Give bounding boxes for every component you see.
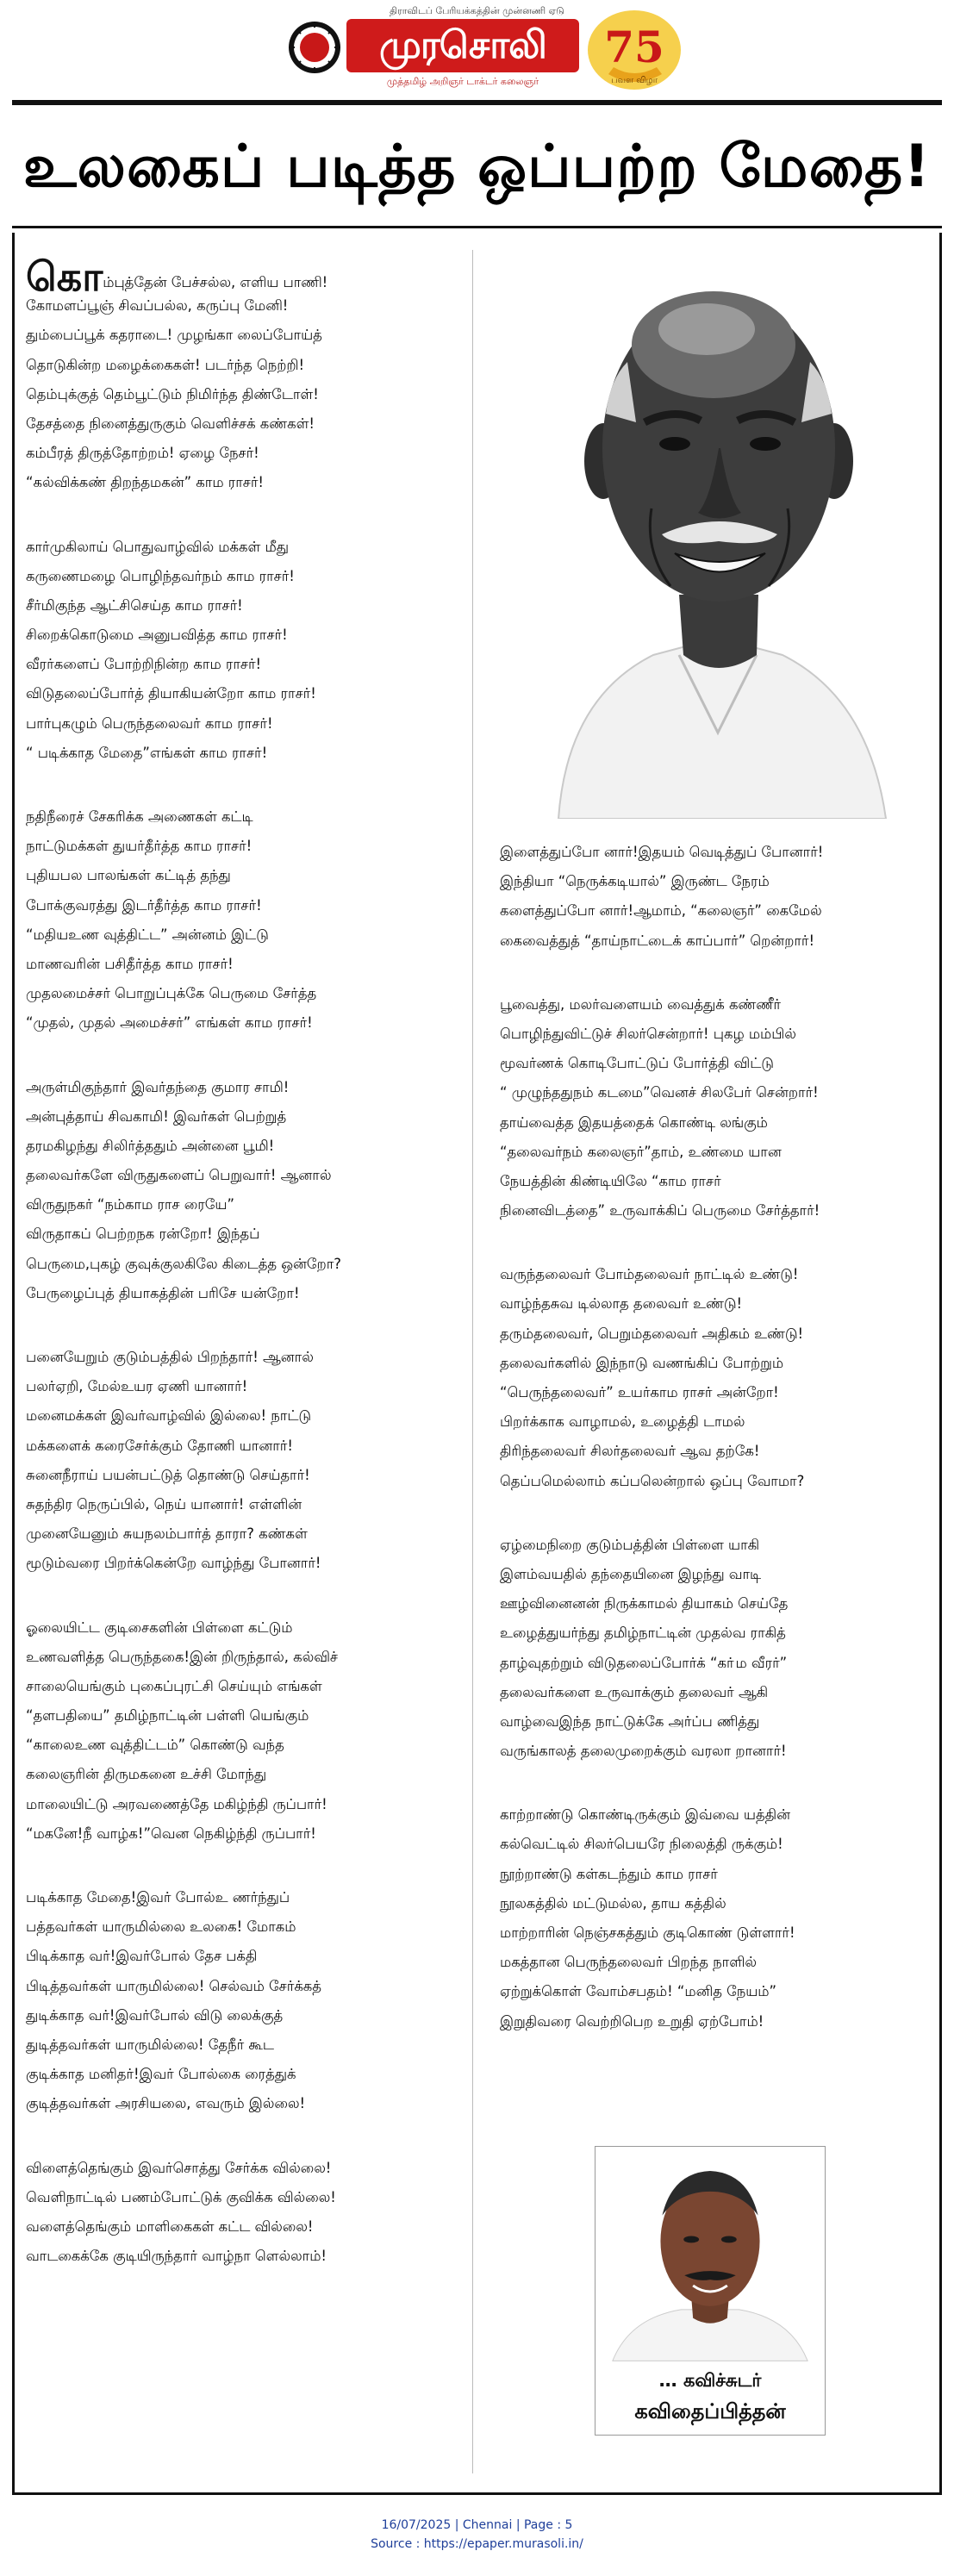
poem-line-text: பெருமை,புகழ் குவுக்குலகிலே கிடைத்த ஒன்றோ?: [26, 1255, 341, 1272]
poem-line-text: கைவைத்துத் “தாய்நாட்டைக் காப்பார்” றென்றார்!: [500, 932, 815, 949]
poem-line: [26, 679, 465, 708]
poem-line-text: கம்பீரத் திருத்தோற்றம்! ஏழை நேசர்!: [26, 445, 259, 462]
poem-line-text: சாலையெங்கும் புகைப்புரட்சி செய்யும் எங்கள்: [26, 1677, 322, 1694]
poem-line-text: மூடும்வரை பிறர்க்கென்றே வாழ்ந்து போனார்!: [26, 1555, 321, 1572]
poem-line: [26, 2212, 465, 2242]
poem-line-text: “காலைஉண வுத்திட்டம்” கொண்டு வந்த: [26, 1737, 284, 1754]
poem-line: [500, 1830, 931, 1859]
poem-line: [26, 861, 465, 890]
poem-line-text: துடிக்காத வர்!இவர்போல் விடு லைக்குத்: [26, 2006, 284, 2024]
poem-line-text: அன்புத்தாய் சிவகாமி! இவர்கள் பெற்றுத்: [26, 1107, 287, 1125]
poem-line: [26, 1431, 465, 1461]
poem-line: [26, 650, 465, 679]
poem-line: [500, 1707, 931, 1737]
poem-line-text: கலைஞரின் திருமகனை உச்சி மோந்து: [26, 1766, 267, 1783]
frame-bottom-border: [12, 2492, 942, 2495]
poem-line: [500, 1948, 931, 1977]
poem-line: [26, 2154, 465, 2183]
poem-line: [26, 1190, 465, 1219]
page-info: 16/07/2025 | Chennai | Page : 5: [381, 2518, 573, 2532]
poem-line: [26, 1731, 465, 1760]
poem-line: [500, 1918, 931, 1948]
poem-line: [500, 990, 931, 1020]
poem-line: [26, 291, 465, 321]
poem-line: [500, 1560, 931, 1589]
poem-line: [500, 1800, 931, 1830]
poem-line-text: நூலகத்தில் மட்டுமல்ல, தாய கத்தில்: [500, 1894, 726, 1912]
poem-line-text: நதிநீரைச் சேகரிக்க அணைகள் கட்டி: [26, 808, 253, 825]
poem-line-text: குடிக்காத மனிதர்!இவர் போல்கை ரைத்துக்: [26, 2066, 296, 2083]
poem-line: [26, 1279, 465, 1308]
poem-stanza: [26, 253, 465, 498]
poem-line-text: நூற்றாண்டு கள்கடந்தும் காம ராசர்: [500, 1865, 718, 1882]
poem-line: [26, 562, 465, 591]
poem-line: [26, 351, 465, 380]
poem-line: [26, 533, 465, 562]
poem-line-text: “முதல், முதல் அமைச்சர்” எங்கள் காம ராசர்!: [26, 1014, 313, 1032]
poem-line: [500, 1349, 931, 1378]
poem-stanza: [500, 1800, 931, 2036]
poem-line: [26, 1250, 465, 1279]
poem-line: [500, 1319, 931, 1349]
poem-line-text: பேருழைப்புத் தியாகத்தின் பரிசே யன்றோ!: [26, 1284, 300, 1301]
poem-line-text: நாட்டுமக்கள் துயர்தீர்த்த காம ராசர்!: [26, 838, 253, 855]
poem-line-text: அருள்மிகுந்தார் இவர்தந்தை குமார சாமி!: [26, 1078, 290, 1095]
poem-line-text: “ படிக்காத மேதை”எங்கள் காம ராசர்!: [26, 744, 268, 761]
sun-emblem-logo: [284, 17, 345, 78]
masthead-name-box: [346, 19, 579, 72]
poem-line-text: தொடுகின்ற மழைக்கைகள்! படர்ந்த நெற்றி!: [26, 356, 305, 373]
poem-line-text: ஊழ்வினைனன் நிருக்காமல் தியாகம் செய்தே: [500, 1595, 789, 1612]
poem-line-text: தாய்வைத்த இதயத்தைக் கொண்டி லங்கும்: [500, 1113, 768, 1131]
poem-line: [500, 1167, 931, 1196]
poem-line-text: விடுதலைப்போர்த் தியாகியன்றோ காம ராசர்!: [26, 685, 316, 702]
poem-line-text: “பெருந்தலைவர்” உயர்காம ராசர் அன்றோ!: [500, 1384, 779, 1400]
poem-line: [500, 1649, 931, 1678]
poem-line-text: தெப்பமெல்லாம் கப்பலென்றால் ஒப்பு வோமா?: [500, 1472, 805, 1489]
poem-line-text: “மகனே!நீ வாழ்க!”வென நெகிழ்ந்தி ருப்பார்!: [26, 1824, 316, 1842]
poem-line-text: வீரர்களைப் போற்றிநின்ற காம ராசர்!: [26, 656, 262, 673]
poem-left-column: [26, 253, 465, 2305]
poem-line: [26, 1883, 465, 1912]
poem-line-text: “ முழுந்ததுநம் கடமை”வெனச் சிலபேர் சென்றார்!: [500, 1084, 819, 1101]
poem-line: [500, 1049, 931, 1078]
poem-line: [26, 920, 465, 950]
poem-line: [26, 1219, 465, 1249]
poem-line-text: மூவர்ணக் கொடிபோட்டுப் போர்த்தி விட்டு: [500, 1055, 774, 1072]
poem-line-text: பலர்ஏறி, மேல்உயர ஏணி யானார்!: [26, 1378, 248, 1395]
poem-line: [500, 1467, 931, 1496]
poem-line-text: தும்பைப்பூக் கதராடை! முழங்கா லைப்போய்த்: [26, 327, 322, 344]
poem-line-text: மாற்றாரின் நெஞ்சகத்தும் குடிகொண் டுள்ளார்!: [500, 1924, 795, 1941]
poem-line-text: மக்களைக் கரைசேர்க்கும் தோணி யானார்!: [26, 1437, 293, 1454]
anniversary-number: 75: [604, 22, 664, 72]
poem-line-text: மாலையிட்டு அரவணைத்தே மகிழ்ந்தி ருப்பார்!: [26, 1795, 327, 1812]
poem-line: [26, 439, 465, 468]
masthead: [0, 0, 954, 97]
poem-line: [26, 409, 465, 439]
poem-stanza: [26, 802, 465, 1039]
poem-line-text: பிடித்தவர்கள் யாருமில்லை! செல்வம் சேர்க்கத்: [26, 1977, 321, 1994]
poem-line-text: கருணைமழை பொழிந்தவர்நம் காம ராசர்!: [26, 567, 295, 584]
poem-line: [500, 1020, 931, 1049]
poem-line-text: “தளபதியை” தமிழ்நாட்டின் பள்ளி யெங்கும்: [26, 1707, 309, 1725]
poem-line: [26, 2001, 465, 2030]
column-divider: [472, 250, 473, 2473]
poem-line: [500, 1889, 931, 1918]
poem-line: [26, 1102, 465, 1132]
poem-line-text: சுனைநீராய் பயன்பட்டுத் தொண்டு செய்தார்!: [26, 1466, 310, 1483]
poem-line-text: வருந்தலைவர் போம்தலைவர் நாட்டில் உண்டு!: [500, 1266, 799, 1283]
poem-line: [26, 253, 465, 300]
poem-line-text: வருங்காலத் தலைமுறைக்கும் வரலா றானார்!: [500, 1743, 787, 1760]
drop-cap: கொ: [26, 253, 103, 300]
poem-line-text: பிறர்க்காக வாழாமல், உழைத்தி டாமல்: [500, 1413, 745, 1431]
poem-line: [26, 891, 465, 920]
poem-line: [26, 1132, 465, 1161]
masthead-rule: [12, 100, 942, 105]
poem-right-column: [500, 838, 931, 2071]
poem-line: [26, 2089, 465, 2118]
poem-line-text: பத்தவர்கள் யாருமில்லை உலகை! மோகம்: [26, 1918, 296, 1936]
poem-line-text: நினைவிடத்தை” உருவாக்கிப் பெருமை சேர்த்தார்!: [500, 1202, 820, 1219]
poem-line-text: வாழ்ந்தசுவ டில்லாத தலைவர் உண்டு!: [500, 1295, 743, 1313]
poem-line-text: புதியபல பாலங்கள் கட்டித் தந்து: [26, 867, 231, 884]
poem-line-text: போக்குவரத்து இடர்தீர்த்த காம ராசர்!: [26, 896, 262, 914]
frame-left-border: [12, 233, 15, 2495]
poem-line-text: “கல்விக்கண் திறந்தமகன்” காம ராசர்!: [26, 474, 264, 491]
poem-line-text: தெம்புக்குத் தெம்பூட்டும் நிமிர்ந்த திண்டோள்!: [26, 385, 319, 402]
poem-line-text: விளைத்தெங்கும் இவர்சொத்து சேர்க்க வில்லை!: [26, 2159, 332, 2176]
source-link[interactable]: Source : https://epaper.murasoli.in/: [371, 2537, 583, 2551]
poem-line-text: பிடிக்காத வர்!இவர்போல் தேச பக்தி: [26, 1948, 258, 1965]
poem-line-text: தரும்தலைவர், பெறும்தலைவர் அதிகம் உண்டு!: [500, 1325, 804, 1342]
poem-line-text: தேசத்தை நினைத்துருகும் வெளிச்சக் கண்கள்!: [26, 415, 315, 432]
poem-line-text: விருதுநகர் “நம்காம ராச ரையே”: [26, 1196, 234, 1213]
poem-line: [26, 1672, 465, 1701]
poem-stanza: [500, 1531, 931, 1767]
poem-line-text: வளைத்தெங்கும் மாளிகைகள் கட்ட வில்லை!: [26, 2217, 314, 2235]
byline-prefix: … கவிச்சுடர்: [658, 2370, 762, 2391]
newspaper-name: முரசொலி: [379, 23, 546, 67]
poem-line: [26, 1401, 465, 1431]
poem-line-text: படிக்காத மேதை!இவர் போல்உ ணர்ந்துப்: [26, 1889, 290, 1905]
poem-line-text: வெளிநாட்டில் பணம்போட்டுக் குவிக்க வில்லை!: [26, 2188, 336, 2205]
poem-line: [500, 1196, 931, 1226]
masthead-subtitle: முத்தமிழ் அறிஞர் டாக்டர் கலைஞர்: [386, 76, 539, 87]
poem-line-text: பொழிந்துவிட்டுச் சிலர்சென்றார்! புகழ மம்பில்: [500, 1025, 796, 1042]
poem-line-text: களைத்துப்போ னார்!ஆமாம், “கலைஞர்” கைமேல்: [500, 902, 822, 920]
poem-line: [26, 1819, 465, 1849]
poem-line-text: திரிந்தலைவர் சிலர்தலைவர் ஆவ தற்கே!: [500, 1443, 760, 1460]
poem-stanza: [26, 1343, 465, 1579]
poem-line: [26, 1643, 465, 1672]
poem-line: [500, 2007, 931, 2036]
poem-line: [26, 950, 465, 979]
poem-line-text: வாடகைக்கே குடியிருந்தார் வாழ்நா ளெல்லாம்!: [26, 2248, 327, 2265]
poem-line-text: தாழ்வுதற்றும் விடுதலைப்போர்க் “கா்ம வீரர்”: [500, 1654, 788, 1671]
anniversary-75-logo: [583, 7, 686, 93]
poem-line-text: நேயத்தின் கிண்டியிலே “காம ராசர்: [500, 1172, 721, 1189]
poem-line-text: இளம்வயதில் தந்தையினை இழந்து வாடி: [500, 1565, 762, 1582]
poem-line-text: தலைவர்களில் இந்நாடு வணங்கிப் போற்றும்: [500, 1354, 784, 1371]
masthead-tagline: திராவிடப் பேரியக்கத்தின் முன்னணி ஏடு: [390, 5, 564, 16]
poem-line: [26, 1490, 465, 1519]
poem-stanza: [26, 1883, 465, 2119]
poem-stanza: [26, 1073, 465, 1309]
poem-line-text: குடித்தவர்கள் அரசியலை, எவரும் இல்லை!: [26, 2095, 306, 2112]
poem-line: [26, 1912, 465, 1942]
poem-line: [26, 321, 465, 350]
poem-line-text: சீர்மிகுந்த ஆட்சிசெய்த காம ராசர்!: [26, 596, 243, 614]
poem-line: [26, 1942, 465, 1971]
poem-line: [500, 1737, 931, 1766]
poem-line-text: துடித்தவர்கள் யாருமில்லை! தேநீர் கூட: [26, 2036, 274, 2053]
poem-line: [500, 1589, 931, 1619]
poem-line: [26, 1161, 465, 1190]
poem-line: [500, 1108, 931, 1138]
poem-line-text: சிறைக்கொடுமை அனுபவித்த காம ராசர்!: [26, 627, 288, 644]
poem-line: [26, 979, 465, 1008]
poem-line-text: வாழ்வைஇந்த நாட்டுக்கே அர்ப்ப ணித்து: [500, 1712, 760, 1730]
poem-line: [500, 1619, 931, 1648]
poem-line: [26, 1519, 465, 1549]
poem-line: [26, 2030, 465, 2060]
poem-line-text: காற்றாண்டு கொண்டிருக்கும் இவ்வை யத்தின்: [500, 1806, 790, 1824]
poem-line: [26, 1613, 465, 1643]
poem-line: [26, 1701, 465, 1731]
poem-line: [500, 1289, 931, 1319]
poem-line-text: பூவைத்து, மலர்வளையம் வைத்துக் கண்ணீர்: [500, 995, 781, 1013]
poem-line: [500, 926, 931, 956]
article-headline: உலகைப் படித்த ஒப்பற்ற மேதை!: [22, 133, 932, 201]
headline-rule: [12, 226, 942, 228]
poem-line-text: “மதியஉண வுத்திட்ட” அன்னம் இட்டு: [26, 926, 269, 943]
poem-line-text: பார்புகழும் பெருந்தலைவர் காம ராசர்!: [26, 714, 273, 732]
poem-line-text: இளைத்துப்போ னார்!இதயம் வெடித்துப் போனார்!: [500, 844, 824, 860]
poem-line: [26, 1008, 465, 1038]
poem-line: [26, 1790, 465, 1819]
poem-line: [26, 709, 465, 739]
poem-stanza: [26, 533, 465, 769]
poem-line-text: பனையேறும் குடும்பத்தில் பிறந்தார்! ஆனால்: [26, 1349, 314, 1365]
poem-line: [26, 380, 465, 409]
poem-line-text: இந்தியா “நெருக்கடியால்” இருண்ட நேரம்: [500, 873, 770, 890]
poem-line: [500, 1860, 931, 1889]
kamarajar-portrait-photo: [507, 250, 922, 819]
poem-line-text: சுதந்திர நெருப்பில், நெய் யானார்! எள்ளின்: [26, 1495, 302, 1513]
poem-line: [500, 1437, 931, 1466]
poem-line-text: மகத்தான பெருந்தலைவர் பிறந்த நாளில்: [500, 1954, 757, 1971]
poem-line-text: இறுதிவரை வெற்றிபெற உறுதி ஏற்போம்!: [500, 2012, 764, 2030]
frame-right-border: [939, 233, 942, 2495]
poem-line-text: உணவளித்த பெருந்தகை!இன் றிருந்தால், கல்விச்: [26, 1648, 338, 1665]
poem-line-text: கோமளப்பூஞ் சிவப்பல்ல, கருப்பு மேனி!: [26, 297, 289, 315]
poem-line: [26, 1549, 465, 1578]
poem-line-text: கார்முகிலாய் பொதுவாழ்வில் மக்கள் மீது: [26, 538, 289, 555]
poem-line: [500, 1138, 931, 1167]
poem-line: [26, 2183, 465, 2212]
poem-line: [26, 1372, 465, 1401]
poem-line: [26, 739, 465, 768]
poem-line: [500, 1977, 931, 2006]
poem-line: [26, 2060, 465, 2089]
poem-line-text: மனைமக்கள் இவர்வாழ்வில் இல்லை! நாட்டு: [26, 1407, 312, 1425]
poem-line: [26, 621, 465, 650]
poem-stanza: [500, 838, 931, 956]
poem-line: [26, 1343, 465, 1372]
poem-line: [500, 1378, 931, 1407]
poem-line: [26, 832, 465, 861]
poem-stanza: [26, 1613, 465, 1849]
anniversary-caption: பவள விழா: [611, 76, 658, 85]
poem-stanza: [500, 990, 931, 1226]
poem-line-text: தலைவர்களை உருவாக்கும் தலைவர் ஆகி: [500, 1683, 769, 1700]
poem-line-text: தரமகிழந்து சிலிர்த்ததும் அன்னை பூமி!: [26, 1137, 275, 1154]
poem-line: [500, 1260, 931, 1289]
byline-author: கவிதைப்பித்தன்: [634, 2399, 786, 2423]
poem-line-text: ஏற்றுக்கொள் வோம்சபதம்! “மனித நேயம்”: [500, 1983, 776, 2000]
poem-line: [500, 1678, 931, 1707]
poem-line: [500, 896, 931, 926]
poem-line: [500, 867, 931, 896]
poem-line: [500, 1531, 931, 1560]
poem-line: [26, 468, 465, 497]
poem-line: [26, 1073, 465, 1102]
poem-line-text: ம்புத்தேன் பேச்சல்ல, எளிய பாணி!: [103, 274, 328, 290]
poem-line: [26, 802, 465, 832]
poem-line: [26, 1760, 465, 1789]
poem-line: [26, 591, 465, 621]
poem-line: [26, 2242, 465, 2271]
poem-line-text: ஓலையிட்ட குடிசைகளின் பிள்ளை கட்டும்: [26, 1619, 293, 1636]
poem-line-text: உழைத்துயர்ந்து தமிழ்நாட்டின் முதல்வ ராகித்: [500, 1625, 786, 1642]
poem-line-text: விருதாகப் பெற்றநக ரன்றோ! இந்தப்: [26, 1226, 260, 1243]
poem-line-text: “தலைவர்நம் கலைஞர்”தாம், உண்மை யான: [500, 1143, 782, 1160]
poem-line: [500, 1078, 931, 1107]
byline-box: [595, 2361, 826, 2436]
poem-line-text: முனையேனும் சுயநலம்பார்த் தாரா? கண்கள்: [26, 1525, 308, 1543]
poem-line-text: கல்வெட்டில் சிலர்பெயரே நிலைத்தி ருக்கும்!: [500, 1836, 783, 1853]
poem-line-text: ஏழ்மைநிறை குடும்பத்தின் பிள்ளை யாகி: [500, 1536, 760, 1553]
poem-line-text: மாணவரின் பசிதீர்த்த காம ராசர்!: [26, 955, 234, 972]
poem-line-text: முதலமைச்சர் பொறுப்புக்கே பெருமை சேர்த்த: [26, 985, 317, 1002]
poem-stanza: [26, 2154, 465, 2272]
poem-line: [500, 838, 931, 867]
poem-line: [500, 1407, 931, 1437]
poem-line-text: தலைவர்களே விருதுகளைப் பெறுவார்! ஆனால்: [26, 1167, 332, 1184]
poem-stanza: [500, 1260, 931, 1496]
poem-line: [26, 1461, 465, 1490]
poem-line: [26, 1972, 465, 2001]
